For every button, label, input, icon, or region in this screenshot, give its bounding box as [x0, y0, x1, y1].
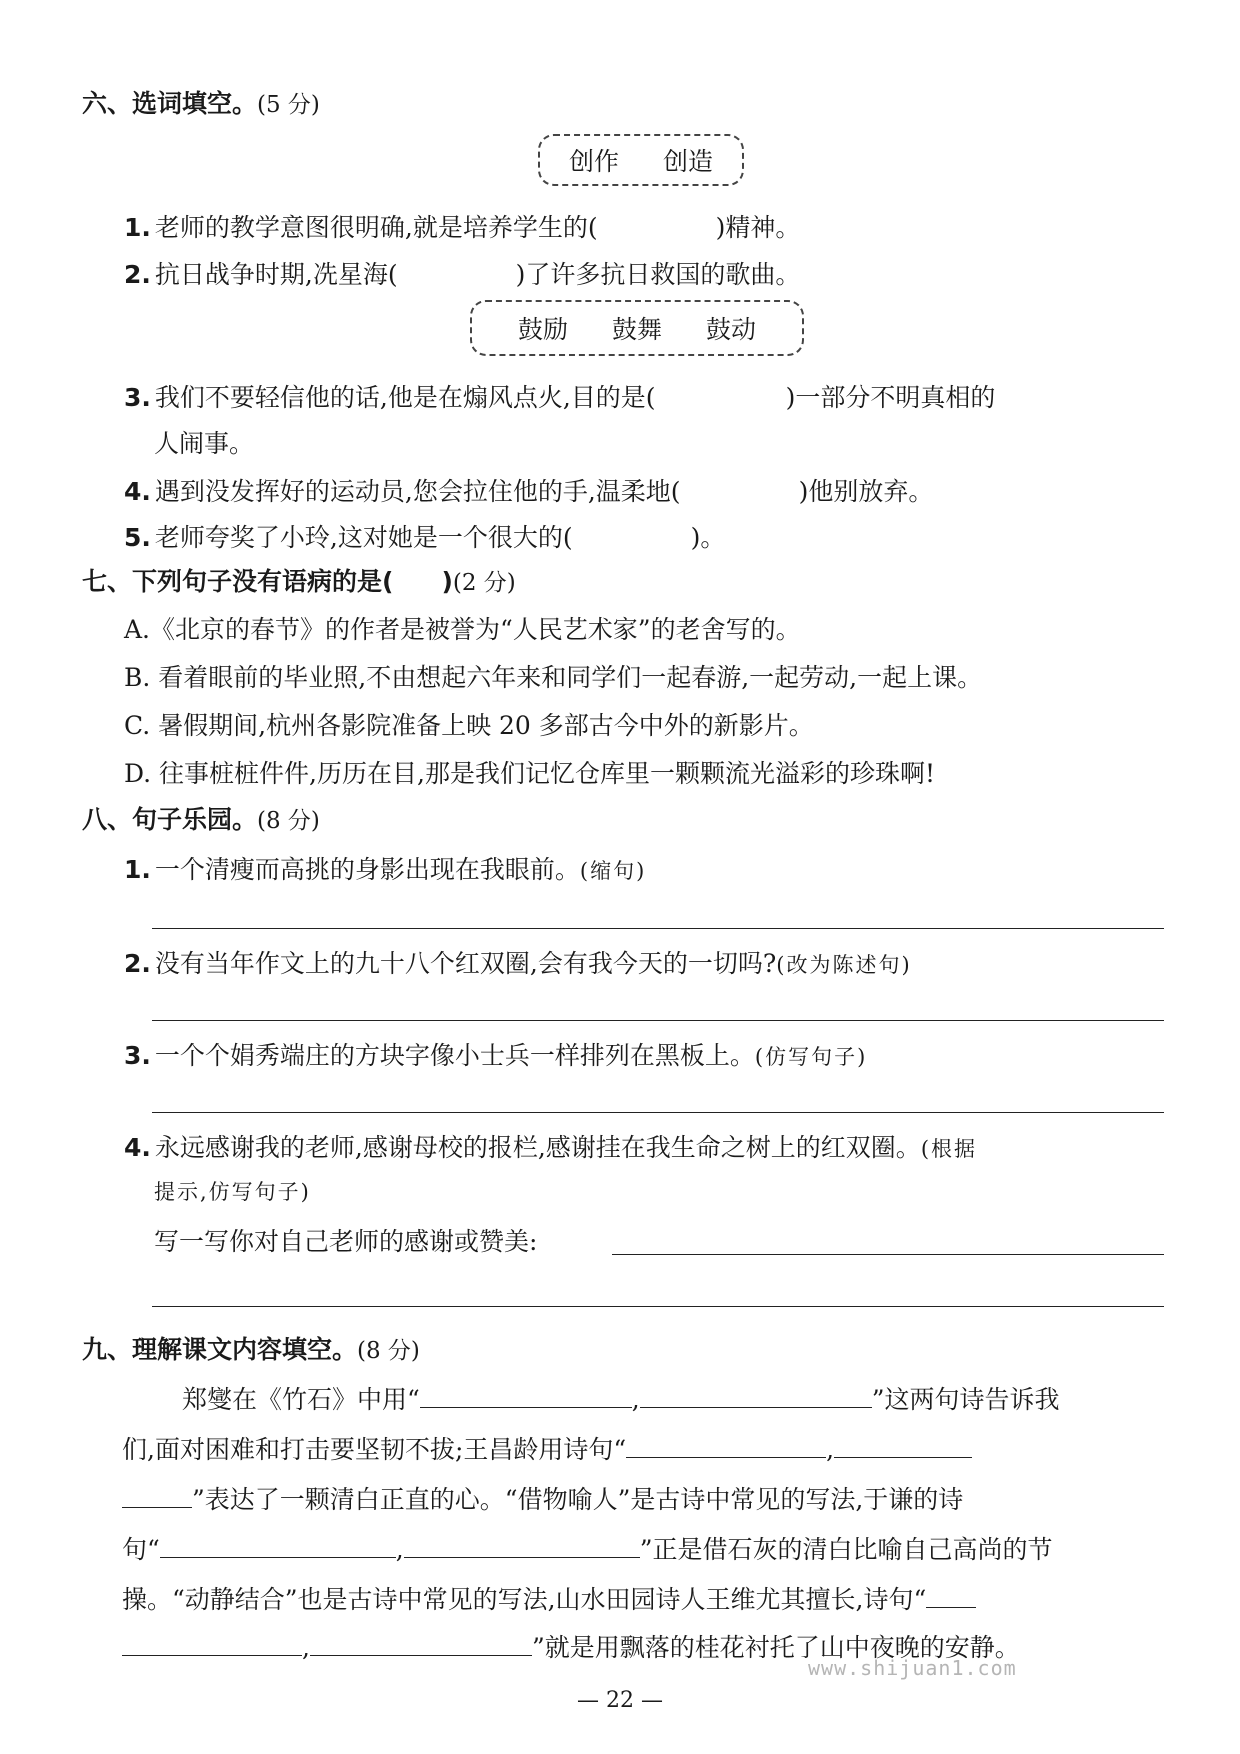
answer-line[interactable]: [152, 928, 1164, 929]
word-box-1: [538, 134, 744, 186]
answer-blank[interactable]: [122, 1506, 192, 1508]
word-option: 鼓励: [517, 315, 568, 344]
word-box-2: [470, 300, 804, 356]
s6-question-4: 4. 遇到没发挥好的运动员,您会拉住他的手,温柔地( )他别放弃。: [124, 477, 934, 506]
s8-question-3: 3. 一个个娟秀端庄的方块字像小士兵一样排列在黑板上。(仿写句子): [124, 1041, 868, 1070]
word-option: 鼓舞: [611, 315, 662, 344]
word-option: 鼓动: [706, 315, 757, 344]
s7-option-b: B. 看着眼前的毕业照,不由想起六年来和同学们一起春游,一起劳动,一起上课。: [124, 663, 983, 692]
section-8-title: 八、句子乐园。(8 分): [82, 805, 320, 834]
answer-line[interactable]: [152, 1306, 1164, 1307]
s7-option-c: C. 暑假期间,杭州各影院准备上映 20 多部古今中外的新影片。: [124, 711, 814, 740]
s6-question-2: 2. 抗日战争时期,冼星海( )了许多抗日救国的歌曲。: [124, 260, 801, 289]
s6-question-3-cont: 人闹事。: [154, 429, 255, 458]
answer-blank[interactable]: [404, 1556, 640, 1558]
section-7-title: 七、下列句子没有语病的是( )(2 分): [82, 567, 516, 596]
s7-option-d: D. 往事桩桩件件,历历在目,那是我们记忆仓库里一颗颗流光溢彩的珍珠啊!: [124, 759, 935, 788]
s8-question-4-prompt: 写一写你对自己老师的感谢或赞美:: [154, 1227, 538, 1256]
s8-question-4: 4. 永远感谢我的老师,感谢母校的报栏,感谢挂在我生命之树上的红双圈。(根据: [124, 1133, 978, 1162]
s8-question-1: 1. 一个清瘦而高挑的身影出现在我眼前。(缩句): [124, 855, 647, 884]
s9-line-2: 们,面对困难和打击要坚韧不拔;王昌龄用诗句“ ,: [122, 1430, 972, 1466]
site-watermark: www.shijuan1.com: [808, 1656, 1017, 1680]
answer-blank[interactable]: [834, 1456, 972, 1458]
answer-blank[interactable]: [122, 1654, 302, 1656]
s6-question-1: 1. 老师的教学意图很明确,就是培养学生的( )精神。: [124, 213, 801, 242]
answer-blank[interactable]: [420, 1406, 632, 1408]
answer-blank[interactable]: [926, 1606, 976, 1608]
s8-question-4-hint: 提示,仿写句子): [154, 1180, 311, 1204]
answer-line[interactable]: [152, 1112, 1164, 1113]
page-number: — 22 —: [577, 1688, 663, 1713]
s6-question-3: 3. 我们不要轻信他的话,他是在煽风点火,目的是( )一部分不明真相的: [124, 383, 996, 412]
answer-blank[interactable]: [160, 1556, 396, 1558]
word-option: 创作: [568, 147, 619, 176]
s9-line-1: 郑燮在《竹石》中用“ , ”这两句诗告诉我: [182, 1385, 1060, 1414]
answer-line[interactable]: [152, 1020, 1164, 1021]
answer-blank[interactable]: [640, 1406, 872, 1408]
answer-blank[interactable]: [626, 1456, 826, 1458]
s9-line-4: 句“ , ”正是借石灰的清白比喻自己高尚的节: [122, 1535, 1053, 1564]
s7-option-a: A.《北京的春节》的作者是被誉为“人民艺术家”的老舍写的。: [124, 615, 801, 644]
answer-blank[interactable]: [310, 1654, 532, 1656]
section-6-title: 六、选词填空。(5 分): [82, 89, 320, 118]
word-option: 创造: [663, 147, 714, 176]
s9-line-5: 操。“动静结合”也是古诗中常见的写法,山水田园诗人王维尤其擅长,诗句“: [122, 1580, 976, 1616]
section-9-title: 九、理解课文内容填空。(8 分): [82, 1335, 420, 1364]
s9-line-6: , ”就是用飘落的桂花衬托了山中夜晚的安静。: [122, 1628, 1020, 1664]
s6-question-5: 5. 老师夸奖了小玲,这对她是一个很大的( )。: [124, 523, 726, 552]
s8-question-2: 2. 没有当年作文上的九十八个红双圈,会有我今天的一切吗?(改为陈述句): [124, 949, 912, 978]
s9-line-3: ”表达了一颗清白正直的心。“借物喻人”是古诗中常见的写法,于谦的诗: [122, 1480, 963, 1516]
answer-line[interactable]: [612, 1254, 1164, 1255]
